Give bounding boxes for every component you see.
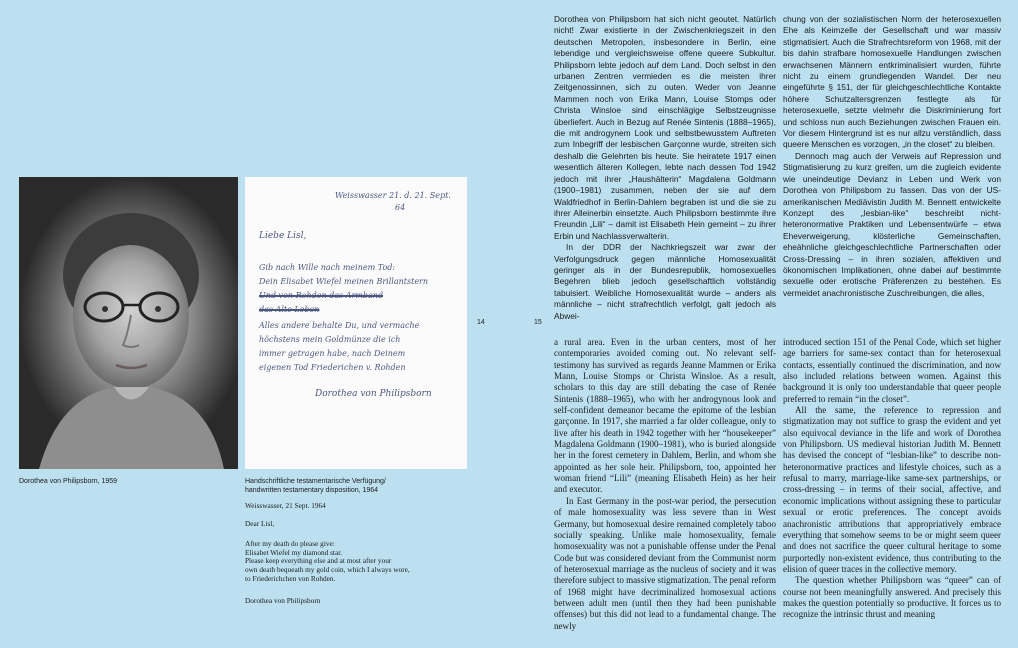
- german-column-1: [554, 14, 776, 322]
- page-number-left: 14: [477, 319, 485, 326]
- paragraph: The question whether Philipsborn was “queer” can of course not been meaningfully answered. And precisely this makes the question potentially so productive. It forces us to recognize the intrinsic thrust and meaning: [783, 575, 1001, 620]
- paragraph: Dorothea von Philipsborn hat sich nicht geoutet. Natürlich nicht! Zwar existierte in der Zwischenkriegszeit in den deutschen Metropolen, insbesondere in Berlin, eine lebendige und vergleichsweise offene queere Subkultur. Philipsborn lebte jedoch auf dem Land. Doch selbst in den urbanen Zentren vermieden es die meisten ihrer Zeitgenossinnen, sich zu outen. Weder von Jeanne Mammen noch von Erika Mann, Louise Stomps oder Christa Winsloe sind einschlägige Selbstzeugnisse überliefert. Auch in Bezug auf Renée Sintenis (1888–1965), die mit androgynem Look und selbstbewusstem Auftreten zum Inbegriff der lesbischen Garçonne wurde, streiten sich deshalb die Gelehrten bis heute. Sie heiratete 1917 einen wesentlich älteren Kollegen, lebte nach dessen Tod 1942 jedoch mit ihrer „Haushälterin“ Magdalena Goldmann (1900–1981) zusammen, neben der sie auf dem Waldfriedhof in Berlin-Dahlem begraben ist und die sie zu ihrer Alleinerbin einsetzte. Auch Philipsborn bestimmte ihre Freundin „Lili“ – damit ist Elisabeth Hein gemeint – zu ihrer Erbin und Nachlassverwalterin.: [554, 14, 776, 241]
- photo-caption: Dorothea von Philipsborn, 1959: [19, 478, 118, 485]
- transcript-signature: Dorothea von Philipsborn: [245, 596, 321, 605]
- paragraph: a rural area. Even in the urban centers, most of her contemporaries avoided coming out. No relevant self-testimony has survived as regards Jeanne Mammen or Erika Mann, Louise Stomps or Christa Winsloe. As a result, scholars to this day are still debating the case of Renée Sintenis (1888–1965), who with her androgynous look and self-confident demeanor became the epitome of the lesbian garçonne. In 1917, she married a far older colleague, only to live after his death in 1942 together with her “housekeeper” Magdalena Goldmann (1900–1981), who is buried alongside her in the forest cemetery in Dahlem, Berlin, and whom she appointed as her sole heir. Philipsborn, too, appointed her woman friend “Lili” (meaning Elisabeth Hein) as her heir and executor.: [554, 337, 776, 495]
- paragraph: introduced section 151 of the Penal Code, which set higher age barriers for same-sex contact than for heterosexual contacts, essentially continued the discrimination, and now also included relations between women. Against this background it is only too understandable that queer people preferred to remain “in the closet”.: [783, 337, 1001, 404]
- handwritten-document: [245, 177, 467, 469]
- paragraph: Dennoch mag auch der Verweis auf Repression und Stigmatisierung zu kurz greifen, um die zugleich evidente wie uneindeutige Devianz in Leben und Werk von Dorothea von Philipsborn zu fassen. Das von der US-amerikanischen Mediävistin Judith M. Bennett entwickelte Konzept des „lesbian-like“ beschreibt nicht-heteronormative Praktiken und Lebensentwürfe – etwa Eheverweigerung, klösterliche Gemeinschaften, eheähnliche gleichgeschlechtliche Partnerschaften oder Cross-Dressing – in ihren sozialen, affektiven und ökonomischen Implikationen, ohne dabei auf bestimmte sexuelle oder erotische Präferenzen zu bestehen. Es vermeidet anachronistische Zuschreibungen, die alles,: [783, 150, 1001, 298]
- handwriting-line: Liebe Lisl,: [259, 231, 307, 241]
- handwriting-line: Weisswasser 21. d. 21. Sept.: [335, 191, 451, 200]
- german-column-2: [783, 14, 1001, 299]
- caption-line: handwritten testamentary disposition, 1964: [245, 486, 379, 494]
- transcript-salutation: Dear Lisl,: [245, 519, 275, 528]
- caption-line: Handschriftliche testamentarische Verfügung/: [245, 478, 386, 485]
- paragraph: In der DDR der Nachkriegszeit war zwar der Verfolgungsdruck gegen männliche Homosexualität geringer als in der Bundesrepublik, homosexuelles Begehren blieb jedoch gesellschaftlich vollständig tabuisiert. Weibliche Homosexualität wurde – anders als männliche – nicht strafrechtlich verfolgt, galt jedoch als Abwei-: [554, 242, 776, 321]
- handwriting-line: Alles andere behalte Du, und vermache: [259, 321, 420, 330]
- paragraph: All the same, the reference to repression and stigmatization may not suffice to grasp the evident and yet also equivocal deviance in the life and work of Dorothea von Philipsborn. US medieval historian Judith M. Bennett has devised the concept of “lesbian-like” to describe non-heteronormative practices and lifestyle choices, such as a refusal to marry, marriage-like same-sex partnerships, or cross-dressing – in terms of their social, affective, and economic implications without assigning these to particular sexual or erotic preferences. The concept avoids anachronistic attributions that appropriatively embrace everything that somehow seems to be or might seem queer and does not sacrifice the queer cultural heritage to some purportedly non-existent evidence, thus contributing to the elision of queer traces in the collective memory.: [783, 405, 1001, 574]
- handwriting-signature: Dorothea von Philipsborn: [315, 389, 432, 399]
- handwriting-line: höchstens mein Goldmünze die ich: [259, 335, 401, 344]
- transcript-line: Please keep everything else and at most after your: [245, 556, 392, 566]
- handwriting-line: Gib nach Wille nach meinem Tod:: [259, 263, 396, 272]
- handwriting-line: 64: [395, 203, 406, 212]
- english-column-1: [554, 337, 776, 632]
- handwriting-line: immer getragen habe, nach Deinem: [259, 349, 406, 358]
- page-number-right: 15: [534, 319, 542, 326]
- handwriting-line: Dein Elisabet Wiefel meinen Brillantstern: [259, 277, 429, 286]
- portrait-photo: [19, 177, 238, 469]
- paragraph: In East Germany in the post-war period, the persecution of male homosexuality was less severe than in West Germany, but homosexual desire remained completely taboo socially speaking. Unlike male homosexuality, female homosexuality was not a punishable offense under the Penal Code but was considered deviant from the Communist norm of heterosexual marriage as the nucleus of society and it was therefore subject to massive stigmatization. The penal reform of 1968 might have decriminalized homosexual actions between adult men (until then they had been punishable offenses) but this did not lead to a fundamental change. The newly: [554, 495, 776, 631]
- handwriting-line: Und von Rohden das Armband: [259, 291, 384, 300]
- transcript-body: [245, 540, 455, 584]
- transcript-line: own death bequeath my gold coin, which I always wore,: [245, 565, 410, 575]
- handwriting-line: eigenen Tod Friederichen v. Rohden: [259, 363, 406, 372]
- transcript-line: Elisabet Wiefel my diamond star.: [245, 547, 343, 557]
- transcript-line: to Friederichchen von Rohden.: [245, 573, 336, 583]
- handwriting-line: das Alte Leben: [259, 305, 320, 314]
- transcript-date: Weisswasser, 21 Sept. 1964: [245, 501, 326, 510]
- paragraph: chung von der sozialistischen Norm der heterosexuellen Ehe als Keimzelle der Gesellschaft und war massiv stigmatisiert. Auch die Strafrechtsreform von 1968, mit der bis dahin strafbare homosexuelle Handlungen zwischen erwachsenen Männern entkriminalisiert wurden, führte nicht zu einem grundlegenden Wandel. Der neu eingeführte § 151, der für gleichgeschlechtliche Kontakte höhere Schutzaltersgrenzen festlegte als für heterosexuelle, setzte vielmehr die Diskriminierung fort und schloss nun auch Beziehungen zwischen Frauen ein. Vor diesem Hintergrund ist es nur allzu verständlich, dass queere Menschen es vorzogen, „in the closet“ zu bleiben.: [783, 14, 1001, 150]
- english-column-2: [783, 337, 1001, 621]
- document-caption: [245, 478, 386, 495]
- transcript-line: After my death do please give:: [245, 539, 335, 548]
